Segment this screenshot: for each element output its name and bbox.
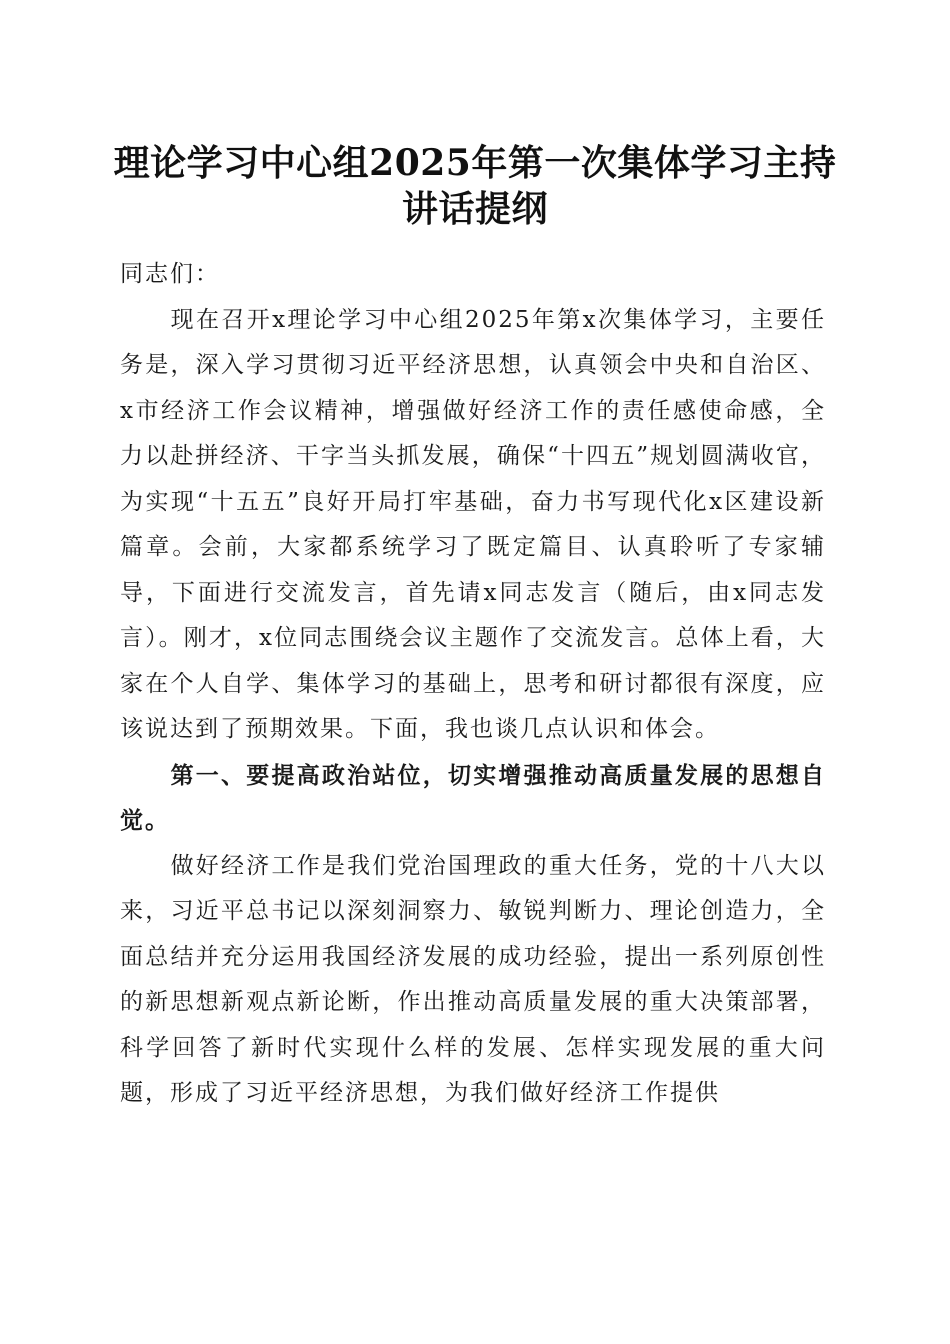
paragraph-1: 现在召开x理论学习中心组2025年第x次集体学习，主要任务是，深入学习贯彻习近平经济思想，认真领会中央和自治区、x市经济工作会议精神，增强做好经济工作的责任感使命感，全力以赴拼经济、干字当头抓发展，确保“十四五”规划圆满收官，为实现“十五五”良好开局打牢基础，奋力书写现代化x区建设新篇章。会前，大家都系统学习了既定篇目、认真聆听了专家辅导，下面进行交流发言，首先请x同志发言（随后，由x同志发言）。刚才，x位同志围绕会议主题作了交流发言。总体上看，大家在个人自学、集体学习的基础上，思考和研讨都很有深度，应该说达到了预期效果。下面，我也谈几点认识和体会。 <box>120 306 826 742</box>
title-line-1: 理论学习中心组2025年第一次集体学习主持 <box>113 142 837 184</box>
section-heading-1: 第一、要提高政治站位，切实增强推动高质量发展的思想自觉。 <box>120 761 826 834</box>
title-line-2: 讲话提纲 <box>401 188 548 230</box>
document-title <box>110 140 840 232</box>
document-body <box>120 252 826 1117</box>
paragraph-2: 做好经济工作是我们党治国理政的重大任务，党的十八大以来，习近平总书记以深刻洞察力、敏锐判断力、理论创造力，全面总结并充分运用我国经济发展的成功经验，提出一系列原创性的新思想新观点新论断，作出推动高质量发展的重大决策部署，科学回答了新时代实现什么样的发展、怎样实现发展的重大问题，形成了习近平经济思想，为我们做好经济工作提供 <box>120 852 826 1106</box>
salutation: 同志们： <box>120 261 220 287</box>
